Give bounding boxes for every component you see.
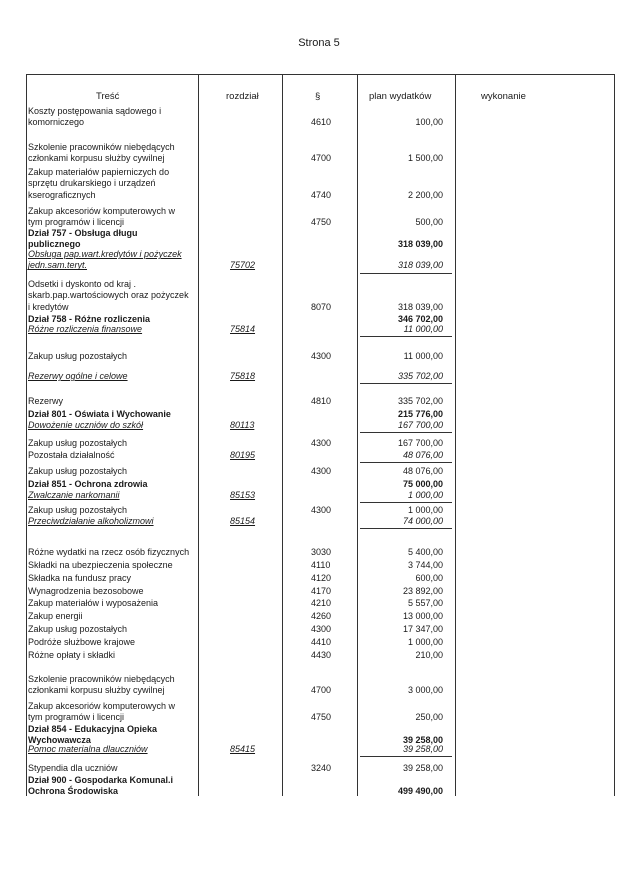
row-description [28,637,198,648]
row-description-line: Dział 757 - Obsługa długu [28,228,138,238]
row-plan: 1 000,00 [407,505,443,515]
subtotal-underline [360,432,452,433]
row-description [28,624,198,635]
column-border [26,74,27,796]
row-plan: 3 744,00 [407,560,443,570]
row-description-line: Składki na ubezpieczenia społeczne [28,560,173,570]
row-description-line: Składka na fundusz pracy [28,573,132,583]
row-paragraf: 3030 [311,547,332,557]
row-description [28,142,198,165]
row-paragraf: 4610 [311,117,332,128]
header-plan: plan wydatków [369,91,432,102]
row-description-line: komorniczego [28,117,85,128]
row-plan: 1 000,00 [407,637,443,647]
row-rozdzial: 75818 [230,371,256,381]
row-description-line: Pozostała działalność [28,450,115,460]
row-paragraf: 4430 [311,650,332,660]
subtotal-underline [360,336,452,337]
row-plan: 500,00 [415,217,443,228]
row-paragraf: 4740 [311,189,332,200]
row-paragraf: 4810 [311,396,332,406]
header-rozdzial: rozdział [226,91,259,102]
row-paragraf: 4300 [311,351,332,361]
row-paragraf: 4260 [311,611,332,621]
row-description-line: Szkolenie pracowników niebędących [28,142,175,152]
row-plan: 17 347,00 [402,624,443,634]
row-plan: 318 039,00 [397,239,443,250]
row-description-line: Podróże służbowe krajowe [28,637,136,647]
column-border [282,74,283,796]
row-description-line: członkami korpusu służby cywilnej [28,153,165,164]
column-border [357,74,358,796]
row-description-line: publicznego [28,239,81,250]
row-plan: 1 500,00 [407,153,443,164]
row-description [28,775,198,798]
row-paragraf: 4750 [311,217,332,228]
row-description-line: Pomoc materialna dlauczniów [28,744,148,754]
row-description-line: Odsetki i dyskonto od kraj . [28,279,137,289]
row-paragraf: 4300 [311,438,332,448]
row-description-line: Różne rozliczenia finansowe [28,324,143,334]
row-rozdzial: 80113 [230,420,255,430]
row-plan: 100,00 [415,117,443,128]
row-description [28,438,198,449]
row-description-line: tym programów i licencji [28,712,125,723]
row-plan: 215 776,00 [397,409,443,419]
row-description-line: Wychowawcza [28,735,91,746]
row-description-line: Rezerwy [28,396,64,406]
row-description [28,586,198,597]
row-description-line: Zakup akcesoriów komputerowych w [28,701,176,711]
row-description-line: Koszty postępowania sądowego i [28,106,162,116]
row-description-line: kserograficznych [28,189,96,200]
row-rozdzial: 75702 [230,260,256,271]
row-description-line: Zakup usług pozostałych [28,624,128,634]
subtotal-underline [360,528,452,529]
row-plan: 335 702,00 [397,371,443,381]
row-description-line: Dział 851 - Ochrona zdrowia [28,479,148,489]
row-description-line: Zakup usług pozostałych [28,351,128,361]
row-description [28,279,198,313]
row-description [28,409,198,420]
page-title: Strona 5 [298,37,340,49]
row-description-line: Zakup usług pozostałych [28,505,128,515]
row-paragraf: 4120 [311,573,332,583]
row-description-line: Dowożenie uczniów do szkół [28,420,144,430]
row-description-line: Różne wydatki na rzecz osób fizycznych [28,547,190,557]
subtotal-underline [360,462,452,463]
row-description [28,560,198,571]
row-description-line: Dział 801 - Oświata i Wychowanie [28,409,171,419]
row-description-line: Zakup materiałów i wyposażenia [28,598,159,608]
row-plan: 210,00 [415,650,443,660]
row-description-line: Ochrona Środowiska [28,786,119,797]
row-description-line: Przeciwdziałanie alkoholizmowi [28,516,154,526]
header-wykonanie: wykonanie [481,91,526,102]
row-description-line: sprzętu drukarskiego i urządzeń [28,178,156,189]
row-plan: 600,00 [415,573,443,583]
row-plan: 39 258,00 [402,763,443,773]
row-description-line: Zakup materiałów papierniczych do [28,167,170,177]
row-description [28,763,198,774]
row-plan: 346 702,00 [397,314,443,324]
row-plan: 5 400,00 [407,547,443,557]
row-plan: 499 490,00 [397,786,443,797]
row-description-line: Zakup energii [28,611,83,621]
row-paragraf: 4700 [311,153,332,164]
row-description [28,106,198,129]
table-top-border [26,74,615,75]
row-plan: 335 702,00 [397,396,443,406]
row-description-line: Rezerwy ogólne i celowe [28,371,128,381]
row-plan: 75 000,00 [402,479,443,489]
row-description [28,396,198,407]
row-description [28,611,198,622]
header-paragraf: § [315,91,321,102]
row-description [28,228,198,251]
row-plan: 11 000,00 [403,351,443,361]
row-plan: 167 700,00 [397,420,443,430]
row-description-line: Obsługa pap.wart.kredytów i pożyczek [28,249,182,259]
row-paragraf: 4750 [311,712,332,723]
row-plan: 39 258,00 [402,744,443,754]
row-plan: 318 039,00 [397,301,443,312]
row-plan: 48 076,00 [402,466,443,476]
row-paragraf: 4170 [311,586,332,596]
row-paragraf: 4410 [311,637,332,647]
row-plan: 5 557,00 [407,598,443,608]
row-description [28,598,198,609]
row-description [28,701,198,724]
row-paragraf: 4300 [311,624,332,634]
row-description-line: Wynagrodzenia bezosobowe [28,586,144,596]
row-plan: 2 200,00 [407,189,443,200]
row-description-line: Zakup akcesoriów komputerowych w [28,206,176,216]
row-rozdzial: 80195 [230,450,256,460]
row-description [28,573,198,584]
column-border [614,74,615,796]
column-border [198,74,199,796]
row-rozdzial: 85154 [230,516,256,526]
row-description-line: i kredytów [28,301,69,312]
row-paragraf: 4210 [311,598,332,608]
row-paragraf: 4300 [311,505,332,515]
row-description [28,450,198,461]
row-paragraf: 4110 [311,560,331,570]
row-description [28,674,198,697]
row-plan: 318 039,00 [397,260,443,271]
row-description-line: Dział 758 - Różne rozliczenia [28,314,151,324]
subtotal-underline [360,756,452,757]
row-plan: 23 892,00 [402,586,443,596]
row-description [28,371,198,382]
row-description-line: Szkolenie pracowników niebędących [28,674,175,684]
row-description-line: Zwalczanie narkomanii [28,490,120,500]
row-description [28,466,198,477]
row-rozdzial: 75814 [230,324,256,334]
row-description [28,547,198,558]
row-description [28,351,198,362]
row-plan: 74 000,00 [402,516,443,526]
row-description-line: Dział 854 - Edukacyjna Opieka [28,724,158,734]
row-description [28,650,198,661]
subtotal-underline [360,383,452,384]
row-description [28,490,198,501]
row-paragraf: 4700 [311,685,332,696]
row-description-line: skarb.pap.wartościowych oraz pożyczek [28,290,189,301]
row-description [28,516,198,527]
row-plan: 3 000,00 [407,685,443,696]
row-plan: 167 700,00 [397,438,443,448]
row-rozdzial: 85153 [230,490,256,500]
row-description [28,324,198,335]
row-plan: 48 076,00 [402,450,443,460]
row-description [28,420,198,431]
row-paragraf: 3240 [311,763,332,773]
row-plan: 13 000,00 [402,611,443,621]
column-border [455,74,456,796]
row-description-line: jedn.sam.teryt. [28,260,88,271]
row-description-line: Stypendia dla uczniów [28,763,118,773]
row-description-line: Zakup usług pozostałych [28,438,128,448]
row-description [28,479,198,490]
row-description-line: Zakup usług pozostałych [28,466,128,476]
subtotal-underline [360,273,452,274]
row-plan: 39 258,00 [402,735,443,746]
row-description [28,167,198,201]
row-plan: 1 000,00 [407,490,443,500]
row-paragraf: 8070 [311,301,332,312]
row-plan: 250,00 [415,712,443,723]
subtotal-underline [360,502,452,503]
row-description-line: Dział 900 - Gospodarka Komunal.i [28,775,174,785]
row-description-line: tym programów i licencji [28,217,125,228]
row-rozdzial: 85415 [230,744,256,754]
row-description [28,206,198,229]
row-description [28,249,198,272]
row-paragraf: 4300 [311,466,332,476]
row-description-line: Różne opłaty i składki [28,650,116,660]
header-tresc: Treść [96,91,120,102]
row-description [28,744,198,755]
row-description [28,505,198,516]
row-plan: 11 000,00 [403,324,443,334]
row-description-line: członkami korpusu służby cywilnej [28,685,165,696]
